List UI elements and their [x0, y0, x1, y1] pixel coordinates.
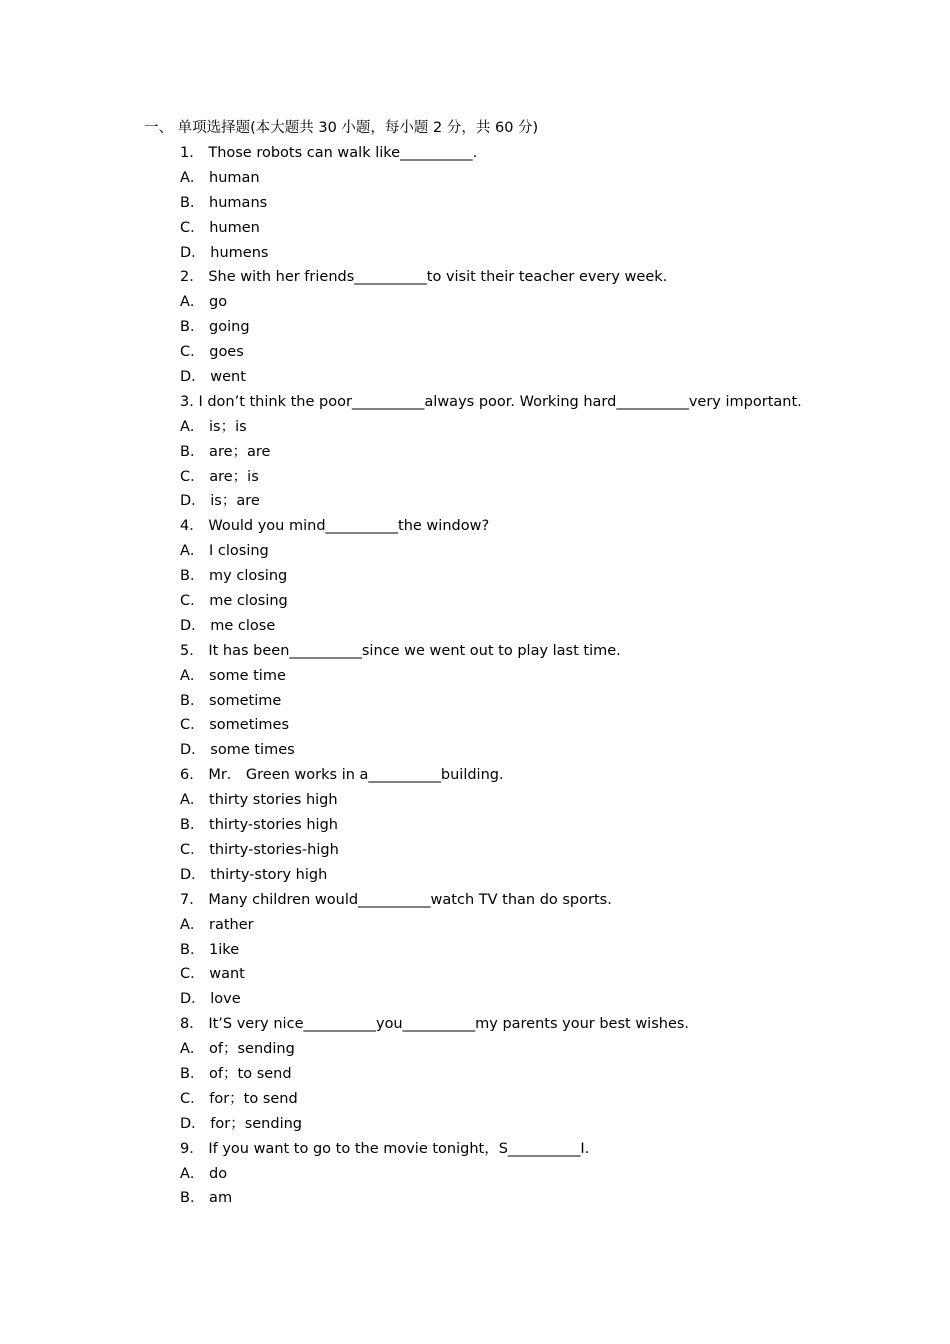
- answer-option: D． humens: [180, 244, 269, 261]
- answer-option: C． humen: [180, 219, 260, 236]
- answer-option: D． for；sending: [180, 1115, 303, 1132]
- question-text: 4． Would you mind__________the window?: [180, 518, 490, 535]
- answer-option: D． love: [180, 991, 241, 1008]
- answer-option: C． for；to send: [180, 1090, 298, 1107]
- answer-option: D． some times: [180, 742, 295, 759]
- question-text: 6． Mr． Green works in a__________building.: [180, 767, 504, 784]
- answer-option: B． sometime: [180, 692, 282, 709]
- question-text: 3. I don’t think the poor__________always poor. Working hard__________very important.: [180, 393, 802, 410]
- question-text: 2． She with her friends__________to visit their teacher every week.: [180, 269, 668, 286]
- question-text: 7． Many children would__________watch TV than do sports.: [180, 891, 612, 908]
- answer-option: A． is；is: [180, 418, 247, 435]
- answer-option: B． going: [180, 319, 250, 336]
- question-text: 8． It’S very nice__________you__________my parents your best wishes.: [180, 1016, 690, 1033]
- answer-option: B． humans: [180, 194, 268, 211]
- answer-option: A． do: [180, 1165, 228, 1182]
- answer-option: A． rather: [180, 916, 254, 933]
- answer-option: C． are；is: [180, 468, 259, 485]
- question-text: 5． It has been__________since we went out to play last time.: [180, 642, 621, 659]
- answer-option: B． are；are: [180, 443, 271, 460]
- answer-option: A． I closing: [180, 543, 269, 560]
- question-list: [180, 143, 880, 1213]
- answer-option: A． some time: [180, 667, 286, 684]
- answer-option: C． sometimes: [180, 717, 290, 734]
- question-text: 9． If you want to go to the movie tonight，S__________I.: [180, 1140, 590, 1157]
- answer-option: D． me close: [180, 617, 276, 634]
- answer-option: D． thirty-story high: [180, 866, 328, 883]
- answer-option: C． want: [180, 966, 245, 983]
- answer-option: B． am: [180, 1190, 233, 1207]
- answer-option: B． thirty-stories high: [180, 817, 338, 834]
- answer-option: A． thirty stories high: [180, 792, 338, 809]
- question-text: 1． Those robots can walk like__________.: [180, 145, 478, 161]
- section-heading: 一、 单项选择题(本大题共 30 小题，每小题 2 分，共 60 分): [144, 120, 539, 136]
- answer-option: A． go: [180, 294, 228, 311]
- answer-option: B． 1ike: [180, 941, 240, 958]
- answer-option: D． went: [180, 369, 246, 386]
- answer-option: A． human: [180, 169, 260, 186]
- answer-option: C． thirty-stories-high: [180, 841, 339, 858]
- answer-option: C． goes: [180, 344, 244, 361]
- answer-option: B． my closing: [180, 568, 288, 585]
- answer-option: B． of；to send: [180, 1065, 292, 1082]
- answer-option: C． me closing: [180, 593, 288, 610]
- answer-option: A． of；sending: [180, 1041, 295, 1058]
- answer-option: D． is；are: [180, 493, 260, 510]
